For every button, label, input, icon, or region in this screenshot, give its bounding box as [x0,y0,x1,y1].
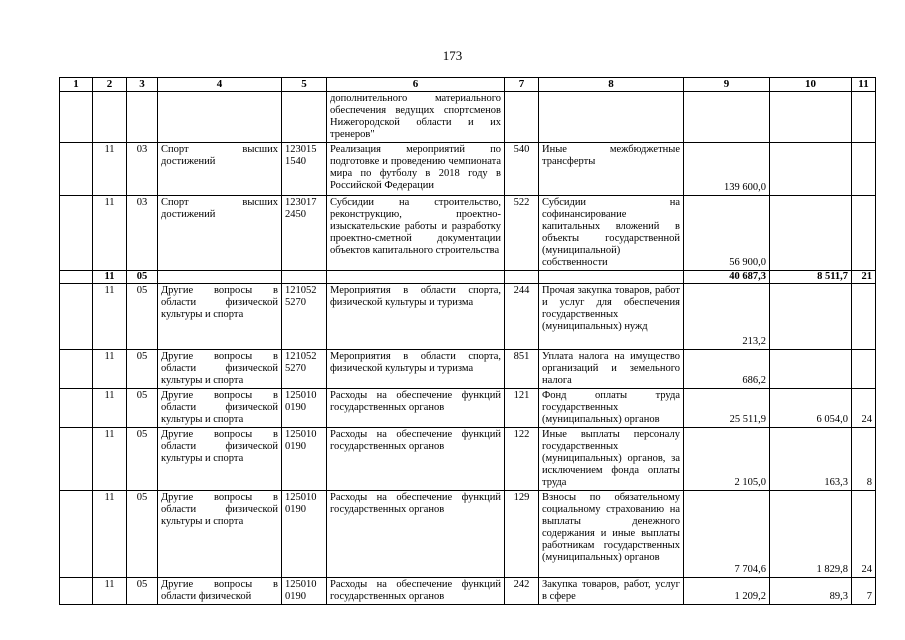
cell-expense-name: Фонд оплаты труда государственных (муниципальных) органов [539,389,684,428]
column-number-row [60,78,876,92]
cell-section: 11 [93,284,127,350]
cell-expense-code: 121 [505,389,539,428]
cell-expense-code: 540 [505,143,539,196]
cell-target-code: 121052 5270 [282,350,327,389]
cell-expense-name: Иные выплаты персоналу государственных (муниципальных) органов, за исключением фонда оплаты труда [539,428,684,491]
cell-executed: 163,3 [770,428,852,491]
cell-section: 11 [93,143,127,196]
cell-amount: 25 511,9 [684,389,770,428]
cell-subsection: 05 [127,389,158,428]
subtotal-row [60,271,876,284]
cell-section-name: Другие вопросы в области физической культуры и спорта [158,389,282,428]
cell-col1 [60,143,93,196]
page-number: 173 [442,48,463,63]
cell-target-name: Мероприятия в области спорта, физической культуры и туризма [327,350,505,389]
cell-amount: 139 600,0 [684,143,770,196]
cell-percent [852,196,876,271]
column-header: 11 [852,78,876,92]
column-header: 9 [684,78,770,92]
cell-amount: 7 704,6 [684,491,770,578]
cell-expense-code: 122 [505,428,539,491]
cell-expense-code: 242 [505,578,539,605]
cell-section-name: Другие вопросы в области физической культуры и спорта [158,491,282,578]
cell-percent: 7 [852,578,876,605]
cell-subsection: 05 [127,350,158,389]
cell-expense-name: Иные межбюджетные трансферты [539,143,684,196]
cell-expense-name [539,271,684,284]
cell-subsection: 05 [127,271,158,284]
cell-section: 11 [93,271,127,284]
cell-section: 11 [93,491,127,578]
cell-amount: 213,2 [684,284,770,350]
column-header: 2 [93,78,127,92]
cell-executed [770,350,852,389]
cell-target-name: Расходы на обеспечение функций государственных органов [327,389,505,428]
column-header: 6 [327,78,505,92]
cell-col1 [60,284,93,350]
cell-expense-code [505,271,539,284]
cell-target-code [282,271,327,284]
cell-col1 [60,196,93,271]
cell-col1 [60,491,93,578]
cell-col1 [60,578,93,605]
cell-expense-name: Закупка товаров, работ, услуг в сфере [539,578,684,605]
cell-target-code: 125010 0190 [282,491,327,578]
cell-executed [770,92,852,143]
cell-executed: 1 829,8 [770,491,852,578]
cell-col1 [60,389,93,428]
cell-subsection: 03 [127,196,158,271]
cell-target-name: Расходы на обеспечение функций государственных органов [327,491,505,578]
cell-percent [852,350,876,389]
cell-target-name: Реализация мероприятий по подготовке и проведению чемпионата мира по футболу в 2018 году в Российской Федерации [327,143,505,196]
cell-percent: 24 [852,491,876,578]
cell-section: 11 [93,389,127,428]
cell-expense-code [505,92,539,143]
cell-amount: 686,2 [684,350,770,389]
cell-target-code: 125010 0190 [282,578,327,605]
table-row [60,92,876,143]
cell-subsection: 03 [127,143,158,196]
table-row [60,491,876,578]
cell-section-name: Спорт высших достижений [158,196,282,271]
cell-amount [684,92,770,143]
cell-target-code: 125010 0190 [282,389,327,428]
cell-section-name: Спорт высших достижений [158,143,282,196]
column-header: 1 [60,78,93,92]
cell-target-name: Расходы на обеспечение функций государственных органов [327,428,505,491]
cell-subsection: 05 [127,428,158,491]
column-header: 8 [539,78,684,92]
column-header: 3 [127,78,158,92]
cell-target-name: Мероприятия в области спорта, физической культуры и туризма [327,284,505,350]
cell-percent: 21 [852,271,876,284]
cell-executed [770,284,852,350]
cell-section: 11 [93,578,127,605]
cell-target-code: 121052 5270 [282,284,327,350]
cell-expense-code: 851 [505,350,539,389]
cell-percent [852,143,876,196]
cell-target-name [327,271,505,284]
cell-percent [852,92,876,143]
cell-section-name: Другие вопросы в области физической культуры и спорта [158,428,282,491]
cell-amount: 1 209,2 [684,578,770,605]
cell-expense-name: Субсидии на софинансирование капитальных вложений в объекты государственной (муниципальной) собственности [539,196,684,271]
column-header: 10 [770,78,852,92]
cell-section-name: Другие вопросы в области физической культуры и спорта [158,350,282,389]
cell-amount: 2 105,0 [684,428,770,491]
cell-target-code: 123015 1540 [282,143,327,196]
cell-amount: 56 900,0 [684,196,770,271]
cell-section [93,92,127,143]
cell-expense-name: Взносы по обязательному социальному страхованию на выплаты денежного содержания и иные выплаты работникам государственных (муниципальных) органов [539,491,684,578]
cell-executed: 6 054,0 [770,389,852,428]
table-row [60,143,876,196]
cell-executed: 8 511,7 [770,271,852,284]
cell-executed [770,143,852,196]
cell-expense-code: 522 [505,196,539,271]
cell-target-code: 123017 2450 [282,196,327,271]
column-header: 5 [282,78,327,92]
cell-expense-name: Уплата налога на имущество организаций и земельного налога [539,350,684,389]
cell-target-code [282,92,327,143]
column-header: 4 [158,78,282,92]
cell-executed: 89,3 [770,578,852,605]
table-row [60,284,876,350]
cell-executed [770,196,852,271]
cell-section: 11 [93,196,127,271]
cell-target-name: Субсидии на строительство, реконструкцию, проектно-изыскательские работы и разработку проектно-сметной документации объектов капитального строительства [327,196,505,271]
cell-percent: 24 [852,389,876,428]
cell-col1 [60,92,93,143]
table-row [60,389,876,428]
cell-subsection: 05 [127,578,158,605]
cell-target-name: Расходы на обеспечение функций государственных органов [327,578,505,605]
cell-subsection: 05 [127,284,158,350]
cell-col1 [60,350,93,389]
cell-target-name: дополнительного материального обеспечения ведущих спортсменов Нижегородской области и их тренеров" [327,92,505,143]
cell-section: 11 [93,428,127,491]
cell-subsection: 05 [127,491,158,578]
cell-expense-code: 244 [505,284,539,350]
table-row [60,428,876,491]
table-row [60,196,876,271]
cell-section-name: Другие вопросы в области физической [158,578,282,605]
cell-amount: 40 687,3 [684,271,770,284]
cell-subsection [127,92,158,143]
table-row [60,578,876,605]
cell-section-name [158,92,282,143]
cell-target-code: 125010 0190 [282,428,327,491]
cell-col1 [60,428,93,491]
cell-expense-name [539,92,684,143]
budget-table [59,77,876,605]
column-header: 7 [505,78,539,92]
cell-percent: 8 [852,428,876,491]
cell-col1 [60,271,93,284]
cell-section: 11 [93,350,127,389]
cell-expense-name: Прочая закупка товаров, работ и услуг для обеспечения государственных (муниципальных) нужд [539,284,684,350]
cell-section-name [158,271,282,284]
cell-section-name: Другие вопросы в области физической культуры и спорта [158,284,282,350]
cell-percent [852,284,876,350]
table-row [60,350,876,389]
cell-expense-code: 129 [505,491,539,578]
